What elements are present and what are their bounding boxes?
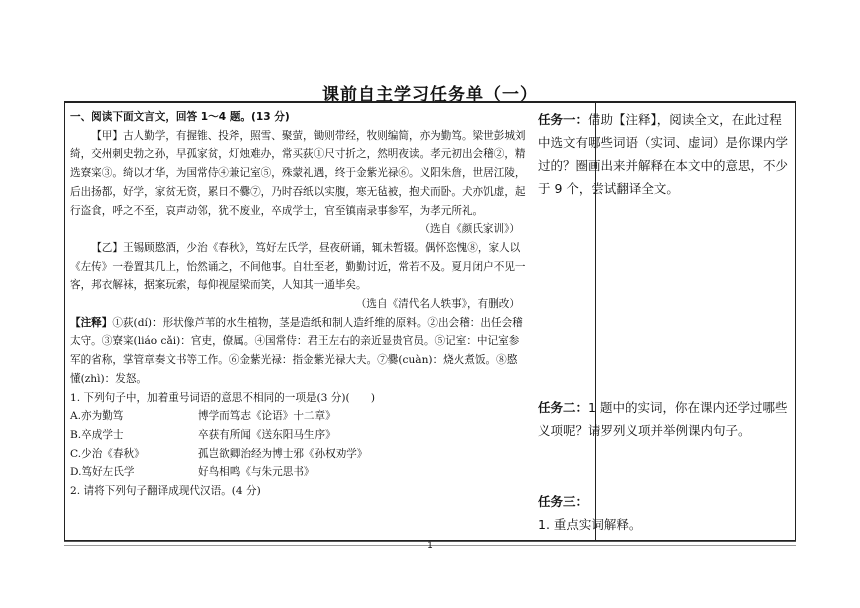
task-3-item: 1. 重点实词解释。 xyxy=(538,517,642,532)
task-2-text: 1 题中的实词，你在课内还学过哪些义项呢？请罗列义项并举例课内句子。 xyxy=(538,400,788,438)
passage-yi-source: （选自《清代名人轶事》，有删改） xyxy=(355,298,520,311)
option-b: B.卒成学士 卒获有所闻《送东阳马生序》 xyxy=(70,428,336,441)
question-2: 2. 请将下列句子翻译成现代汉语。(4 分) xyxy=(70,485,261,498)
task-3-label: 任务三： xyxy=(538,494,589,509)
reading-passage-column xyxy=(70,108,526,501)
question-1: 1. 下列句子中，加着重号词语的意思不相同的一项是(3 分)( ) xyxy=(70,391,375,404)
passage-jia-source: （选自《颜氏家训》） xyxy=(419,223,520,236)
notes-label: 【注释】 xyxy=(70,316,113,329)
task-1-label: 任务一： xyxy=(538,112,589,127)
notes-text: ①荻(dí)：形状像芦苇的水生植物，茎是造纸和制人造纤维的原料。②出会稽：出任会稽太守。③寮寀(liáo cǎi)：官吏，僚属。④国常侍：君王左右的亲近显贵官员。⑤记室：中记室参军的省称，掌管章奏文书等工作。⑥金紫光禄：指金紫光禄大夫。⑦爨(cuàn)：烧火煮饭。⑧愍懂(zhì)：发怒。 xyxy=(70,316,523,385)
passage-jia: 【甲】古人勤学，有握锥、投斧，照雪、聚萤，锄则带经，牧则编简，亦为勤笃。梁世彭城刘绮，交州刺史勃之孙，早孤家贫，灯烛难办，常买荻①尺寸折之，然明夜读。孝元初出会稽②，精选寮寀③。绮以才华，为国常侍④兼记室⑤，殊蒙礼遇，终于金紫光禄⑥。义阳朱詹，世居江陵，后出扬都，好学，家贫无资，累日不爨⑦，乃时吞纸以实腹，寒无毡被，抱犬而卧。犬亦饥虚，起行盗食，呼之不至，哀声动邻，犹不废业，卒成学士，官至镇南录事参军，为孝元所礼。 xyxy=(70,129,526,217)
section-heading: 一、阅读下面文言文，回答 1～4 题。(13 分) xyxy=(70,111,290,123)
passage-yi: 【乙】王锡顾愍酒，少治《春秋》，笃好左氏学，昼夜研诵，辄未暂辍。偶怀恣愧⑧，家人以《左传》一卷置其几上，怡然诵之，不间他事。自壮至老，勤勤讨近，常若不及。夏月闭户不见一客，邦衣解袜，据案玩索，每仰视屋梁而笑，人知其一通毕矣。 xyxy=(70,241,526,292)
task-2-label: 任务二： xyxy=(538,400,589,415)
option-a: A.亦为勤笃 博学而笃志《论语》十二章》 xyxy=(70,410,336,423)
task-3 xyxy=(538,490,790,536)
option-c: C.少治《春秋》 孤岂欲卿治经为博士邪《孙权劝学》 xyxy=(70,447,368,460)
task-2 xyxy=(538,396,790,442)
task-1 xyxy=(538,108,790,200)
option-d: D.笃好左氏学 好鸟相鸣《与朱元思书》 xyxy=(70,466,315,479)
task-1-text: 借助【注释】，阅读全文，在此过程中选文有哪些词语（实词、虚词）是你课内学过的？圈画出来并解释在本文中的意思，不少于 9 个，尝试翻译全文。 xyxy=(538,112,789,196)
page-title: 课前自主学习任务单（一） xyxy=(322,85,538,105)
page-number: 1 xyxy=(427,541,433,551)
notes xyxy=(70,314,526,389)
